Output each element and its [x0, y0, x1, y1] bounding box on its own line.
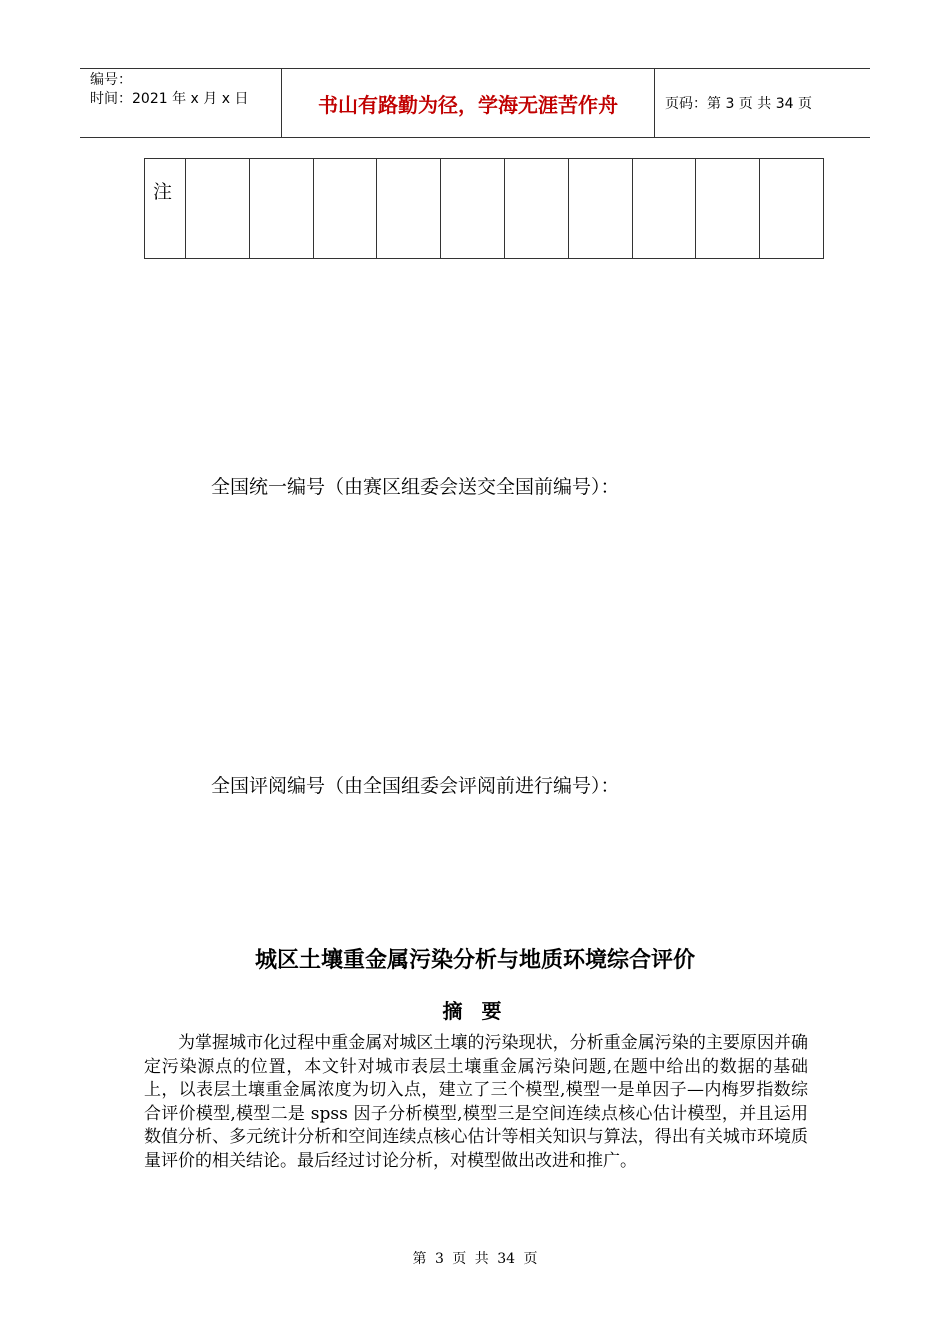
notes-cell — [696, 159, 760, 259]
paper-title: 城区土壤重金属污染分析与地质环境综合评价 — [254, 948, 695, 973]
notes-cell — [568, 159, 632, 259]
notes-label: 注 — [145, 159, 186, 259]
page-info: 页码：第 3 页 共 34 页 — [665, 96, 812, 112]
national-number-line: 全国统一编号（由赛区组委会送交全国前编号）： — [211, 476, 620, 498]
notes-cell — [760, 159, 824, 259]
abstract-heading: 摘 要 — [442, 999, 508, 1023]
notes-table — [144, 158, 824, 259]
number-label: 编号： — [90, 72, 132, 88]
page-header — [80, 68, 870, 138]
notes-cell — [441, 159, 505, 259]
motto: 书山有路勤为径，学海无涯苦作舟 — [282, 69, 655, 137]
page-footer: 第 3 页 共 34 页 — [412, 1251, 538, 1267]
notes-cell — [249, 159, 313, 259]
abstract-body: 为掌握城市化过程中重金属对城区土壤的污染现状，分析重金属污染的主要原因并确定污染源点的位置，本文针对城市表层土壤重金属污染问题,在题中给出的数据的基础上，以表层土壤重金属浓度为切入点，建立了三个模型,模型一是单因子—内梅罗指数综合评价模型,模型二是 spss 因子分析模型,模型三是空间连续点核心估计模型，并且运用数值分析、多元统计分析和空间连续点核心估计等相关知识与算法，得出有关城市环境质量评价的相关结论。最后经过讨论分析，对模型做出改进和推广。 — [144, 1033, 808, 1171]
time-label: 时间：2021 年 x 月 x 日 — [90, 91, 249, 107]
review-number-line: 全国评阅编号（由全国组委会评阅前进行编号）： — [211, 775, 620, 797]
header-meta — [80, 69, 282, 137]
notes-cell — [377, 159, 441, 259]
notes-cell — [504, 159, 568, 259]
notes-cell — [313, 159, 377, 259]
notes-cell — [186, 159, 250, 259]
notes-cell — [632, 159, 696, 259]
